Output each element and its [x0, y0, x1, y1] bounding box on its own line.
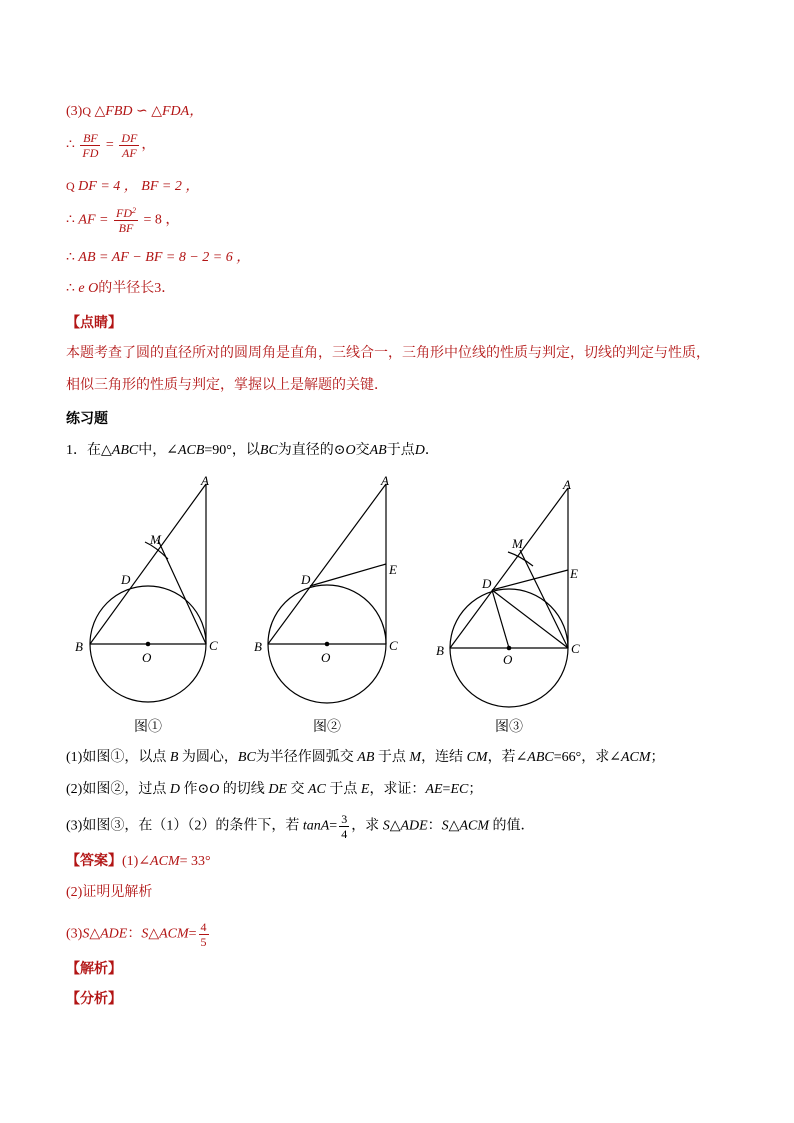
- geometry-figures: [0, 470, 794, 750]
- dianjing-line-1: 本题考查了圆的直径所对的圆周角是直角，三线合一，三角形中位线的性质与判定，切线的判定与性质，: [66, 346, 710, 361]
- fig3-segment-cm: [520, 550, 568, 648]
- fig3-label-e: E: [570, 566, 578, 581]
- solution-line-ab: ∴ AB = AF − BF = 8 − 2 = 6 ，: [66, 250, 251, 265]
- fig2-side-ab: [268, 484, 386, 644]
- fraction-3-4: $\frac{3}{4}$: [341, 812, 348, 841]
- fig3-side-ab: [450, 488, 568, 648]
- solution-line-given: Q DF = 4 ， BF = 2 ，: [66, 179, 200, 194]
- answer-line-1: 【答案】(1)∠ACM= 33°: [66, 854, 211, 869]
- figure-2: [268, 484, 386, 703]
- solution-line-radius: ∴ e O的半径长3．: [66, 281, 176, 296]
- fig3-label-m: M: [512, 536, 523, 551]
- fig3-segment-dc: [492, 590, 568, 648]
- fig2-label-c: C: [389, 638, 398, 653]
- fig3-label-o: O: [503, 652, 513, 667]
- solution-line-ratio: ∴ $\frac{BF}{FD}$ = $\frac{DF}{AF}$ ，: [66, 131, 156, 160]
- fig1-caption: 图①: [134, 720, 162, 735]
- fig1-label-b: B: [75, 639, 83, 654]
- figure-1: [90, 484, 206, 702]
- fig2-label-a: A: [381, 473, 389, 488]
- fig1-label-m: M: [150, 532, 161, 547]
- fig3-caption: 图③: [495, 720, 523, 735]
- fraction-df-af: $\frac{DF}{AF}$: [121, 131, 138, 160]
- fig2-caption: 图②: [313, 720, 341, 735]
- fig1-side-ab: [90, 484, 206, 644]
- answer-line-3: (3)S△ADE：S△ACM= $\frac{4}{5}$: [66, 920, 207, 949]
- jiexi-heading: 【解析】: [66, 962, 122, 977]
- fig2-tangent-de: [310, 564, 386, 586]
- question-part-2: (2)如图②，过点 D 作⊙O 的切线 DE 交 AC 于点 E，求证：AE=EC；: [66, 782, 483, 797]
- fenxi-heading: 【分析】: [66, 992, 122, 1007]
- dianjing-line-2: 相似三角形的性质与判定，掌握以上是解题的关键．: [66, 378, 388, 393]
- fig1-label-a: A: [201, 473, 209, 488]
- fig3-label-a: A: [563, 477, 571, 492]
- solution-line-af: ∴ AF = $\frac{FD^2}{BF}$ = 8 ，: [66, 206, 180, 235]
- fig3-segment-do: [492, 590, 509, 648]
- practice-heading: 练习题: [66, 412, 108, 427]
- fig2-label-d: D: [301, 572, 311, 587]
- fig3-label-d: D: [482, 576, 492, 591]
- solution-line-similar: (3)Q △FBD ∽ △FDA，: [66, 104, 204, 119]
- fig3-tangent-de: [492, 570, 568, 590]
- question-part-1: (1)如图①，以点 B 为圆心，BC为半径作圆弧交 AB 于点 M，连结 CM，若∠ABC=66°，求∠ACM；: [66, 750, 665, 765]
- answer-line-2: (2)证明见解析: [66, 885, 153, 900]
- fig1-label-c: C: [209, 638, 218, 653]
- fig3-label-c: C: [571, 641, 580, 656]
- figure-3: [450, 488, 568, 707]
- fig1-label-o: O: [142, 650, 152, 665]
- fraction-fd2-bf: $\frac{FD^2}{BF}$: [115, 206, 136, 235]
- fig3-label-b: B: [436, 643, 444, 658]
- dianjing-heading: 【点睛】: [66, 316, 122, 331]
- question-1-stem: 1．在△ABC中，∠ACB=90°，以BC为直径的⊙O交AB于点D．: [66, 443, 439, 458]
- fraction-bf-fd: $\frac{BF}{FD}$: [82, 131, 99, 160]
- question-part-3: (3)如图③，在（1）（2）的条件下，若 tanA= $\frac{3}{4}$ ，求 S△ADE：S△ACM 的值．: [66, 812, 535, 841]
- fig2-label-e: E: [389, 562, 397, 577]
- fraction-4-5: $\frac{4}{5}$: [200, 920, 207, 949]
- fig2-label-b: B: [254, 639, 262, 654]
- fig1-label-d: D: [121, 572, 131, 587]
- fig2-label-o: O: [321, 650, 331, 665]
